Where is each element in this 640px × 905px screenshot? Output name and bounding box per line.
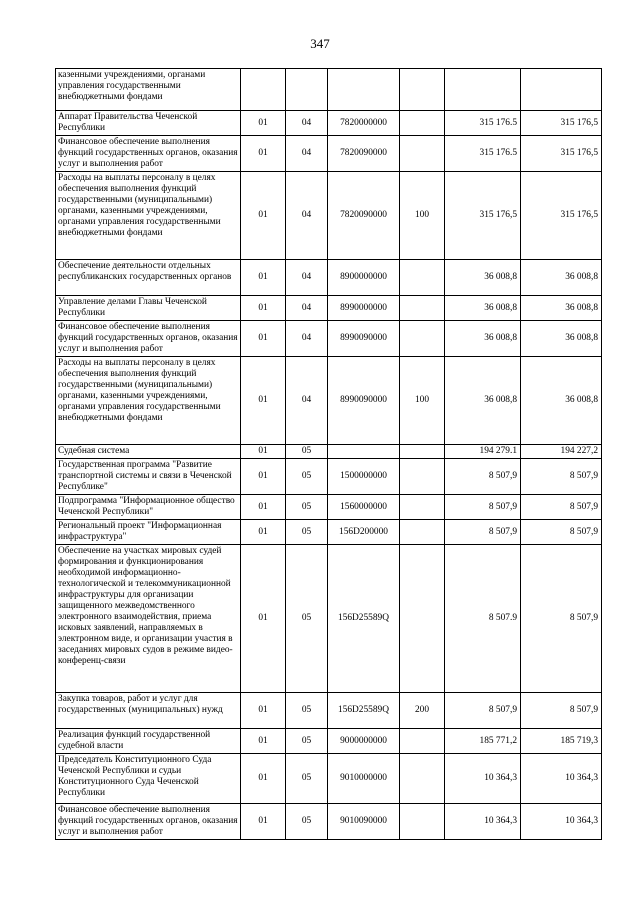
section-code: 01 (241, 545, 286, 693)
subsection-code: 05 (286, 445, 328, 459)
row-name: Реализация функций государственной судебной власти (56, 729, 241, 754)
amount-year-2: 8 507,9 (521, 495, 602, 520)
amount-year-2: 8 507,9 (521, 520, 602, 545)
expense-type-code (400, 545, 445, 693)
table-row (56, 357, 602, 445)
subsection-code: 04 (286, 357, 328, 445)
amount-year-1: 8 507,9 (445, 520, 521, 545)
amount-year-1: 315 176.5 (445, 136, 521, 172)
row-name: Финансовое обеспечение выполнения функций государственных органов, оказания услуг и выполнения работ (56, 804, 241, 840)
amount-year-2: 8 507,9 (521, 459, 602, 495)
target-article-code: 7820090000 (328, 136, 400, 172)
expense-type-code (400, 459, 445, 495)
amount-year-2: 36 008,8 (521, 321, 602, 357)
table-row (56, 729, 602, 754)
subsection-code: 04 (286, 172, 328, 260)
expense-type-code: 100 (400, 172, 445, 260)
expense-type-code (400, 445, 445, 459)
amount-year-1: 8 507,9 (445, 459, 521, 495)
subsection-code: 04 (286, 136, 328, 172)
amount-year-1: 36 008,8 (445, 296, 521, 321)
amount-year-2: 10 364,3 (521, 754, 602, 804)
expense-type-code (400, 136, 445, 172)
expense-type-code (400, 260, 445, 296)
section-code: 01 (241, 260, 286, 296)
table-row (56, 545, 602, 693)
section-code: 01 (241, 296, 286, 321)
section-code: 01 (241, 520, 286, 545)
amount-year-2: 36 008,8 (521, 357, 602, 445)
table-row (56, 69, 602, 111)
amount-year-2: 315 176,5 (521, 111, 602, 136)
target-article-code: 1500000000 (328, 459, 400, 495)
target-article-code: 156D200000 (328, 520, 400, 545)
subsection-code: 05 (286, 754, 328, 804)
target-article-code: 7820090000 (328, 172, 400, 260)
expense-type-code: 200 (400, 693, 445, 729)
expense-type-code (400, 69, 445, 111)
amount-year-2: 315 176,5 (521, 172, 602, 260)
section-code: 01 (241, 321, 286, 357)
subsection-code: 04 (286, 260, 328, 296)
expense-type-code (400, 729, 445, 754)
amount-year-1: 36 008,8 (445, 357, 521, 445)
section-code: 01 (241, 172, 286, 260)
target-article-code: 8990090000 (328, 321, 400, 357)
amount-year-1: 36 008,8 (445, 260, 521, 296)
row-name: Государственная программа "Развитие транспортной системы и связи в Чеченской Республике" (56, 459, 241, 495)
subsection-code: 05 (286, 495, 328, 520)
row-name: казенными учреждениями, органами управления государственными внебюджетными фондами (56, 69, 241, 111)
subsection-code: 05 (286, 804, 328, 840)
row-name: Финансовое обеспечение выполнения функций государственных органов, оказания услуг и выполнения работ (56, 136, 241, 172)
amount-year-1 (445, 69, 521, 111)
amount-year-2: 36 008,8 (521, 260, 602, 296)
row-name: Расходы на выплаты персоналу в целях обеспечения выполнения функций государственными (муниципальными) органами, казенными учреждениями, органами управления государственными внебюджетными фондами (56, 357, 241, 445)
section-code: 01 (241, 357, 286, 445)
subsection-code: 04 (286, 321, 328, 357)
target-article-code (328, 69, 400, 111)
subsection-code: 05 (286, 729, 328, 754)
subsection-code: 05 (286, 459, 328, 495)
amount-year-1: 10 364,3 (445, 754, 521, 804)
target-article-code: 8990000000 (328, 296, 400, 321)
table-row (56, 321, 602, 357)
amount-year-1: 315 176.5 (445, 111, 521, 136)
amount-year-1: 8 507,9 (445, 693, 521, 729)
expense-type-code (400, 520, 445, 545)
table-row (56, 804, 602, 840)
target-article-code: 1560000000 (328, 495, 400, 520)
table-row (56, 693, 602, 729)
amount-year-2: 194 227,2 (521, 445, 602, 459)
expense-type-code (400, 321, 445, 357)
row-name: Подпрограмма "Информационное общество Чеченской Республики" (56, 495, 241, 520)
row-name: Обеспечение на участках мировых судей формирования и функционирования необходимой информационно-технологической и телекоммуникационной инфраструктуры для организации защищенного межведомственного электронного взаимодействия, приема исковых заявлений, направляемых в электронном виде, и организации участия в заседаниях мировых судов в режиме видео-конференц-связи (56, 545, 241, 693)
row-name: Финансовое обеспечение выполнения функций государственных органов, оказания услуг и выполнения работ (56, 321, 241, 357)
target-article-code: 8990090000 (328, 357, 400, 445)
table-row (56, 260, 602, 296)
amount-year-2: 36 008,8 (521, 296, 602, 321)
budget-table (55, 68, 602, 840)
table-row (56, 445, 602, 459)
section-code: 01 (241, 754, 286, 804)
table-row (56, 459, 602, 495)
table-row (56, 111, 602, 136)
target-article-code: 9000000000 (328, 729, 400, 754)
expense-type-code (400, 804, 445, 840)
expense-type-code (400, 111, 445, 136)
table-row (56, 136, 602, 172)
table-row (56, 495, 602, 520)
row-name: Обеспечение деятельности отдельных республиканских государственных органов (56, 260, 241, 296)
amount-year-1: 185 771,2 (445, 729, 521, 754)
amount-year-1: 36 008,8 (445, 321, 521, 357)
page-number: 347 (310, 36, 330, 51)
section-code: 01 (241, 111, 286, 136)
section-code: 01 (241, 729, 286, 754)
subsection-code: 05 (286, 520, 328, 545)
row-name: Региональный проект "Информационная инфраструктура" (56, 520, 241, 545)
section-code: 01 (241, 459, 286, 495)
subsection-code: 05 (286, 545, 328, 693)
subsection-code: 04 (286, 296, 328, 321)
expense-type-code (400, 495, 445, 520)
amount-year-1: 10 364,3 (445, 804, 521, 840)
target-article-code: 156D25589Q (328, 545, 400, 693)
amount-year-2: 315 176,5 (521, 136, 602, 172)
section-code: 01 (241, 804, 286, 840)
amount-year-2: 8 507,9 (521, 545, 602, 693)
row-name: Аппарат Правительства Чеченской Республики (56, 111, 241, 136)
amount-year-1: 8 507.9 (445, 545, 521, 693)
amount-year-2 (521, 69, 602, 111)
table-row (56, 296, 602, 321)
target-article-code: 8900000000 (328, 260, 400, 296)
section-code (241, 69, 286, 111)
subsection-code: 04 (286, 111, 328, 136)
amount-year-2: 10 364,3 (521, 804, 602, 840)
table-row (56, 754, 602, 804)
row-name: Судебная система (56, 445, 241, 459)
section-code: 01 (241, 136, 286, 172)
expense-type-code: 100 (400, 357, 445, 445)
target-article-code: 156D25589Q (328, 693, 400, 729)
target-article-code: 7820000000 (328, 111, 400, 136)
row-name: Расходы на выплаты персоналу в целях обеспечения выполнения функций государственными (муниципальными) органами, казенными учреждениями, органами управления государственными внебюджетными фондами (56, 172, 241, 260)
section-code: 01 (241, 445, 286, 459)
target-article-code (328, 445, 400, 459)
row-name: Председатель Конституционного Суда Чеченской Республики и судьи Конституционного Суда Чеченской Республики (56, 754, 241, 804)
expense-type-code (400, 296, 445, 321)
row-name: Управление делами Главы Чеченской Республики (56, 296, 241, 321)
amount-year-2: 8 507,9 (521, 693, 602, 729)
amount-year-1: 194 279.1 (445, 445, 521, 459)
target-article-code: 9010090000 (328, 804, 400, 840)
section-code: 01 (241, 495, 286, 520)
subsection-code: 05 (286, 693, 328, 729)
table-row (56, 520, 602, 545)
amount-year-1: 8 507,9 (445, 495, 521, 520)
subsection-code (286, 69, 328, 111)
expense-type-code (400, 754, 445, 804)
amount-year-2: 185 719,3 (521, 729, 602, 754)
section-code: 01 (241, 693, 286, 729)
table-row (56, 172, 602, 260)
row-name: Закупка товаров, работ и услуг для государственных (муниципальных) нужд (56, 693, 241, 729)
amount-year-1: 315 176,5 (445, 172, 521, 260)
target-article-code: 9010000000 (328, 754, 400, 804)
